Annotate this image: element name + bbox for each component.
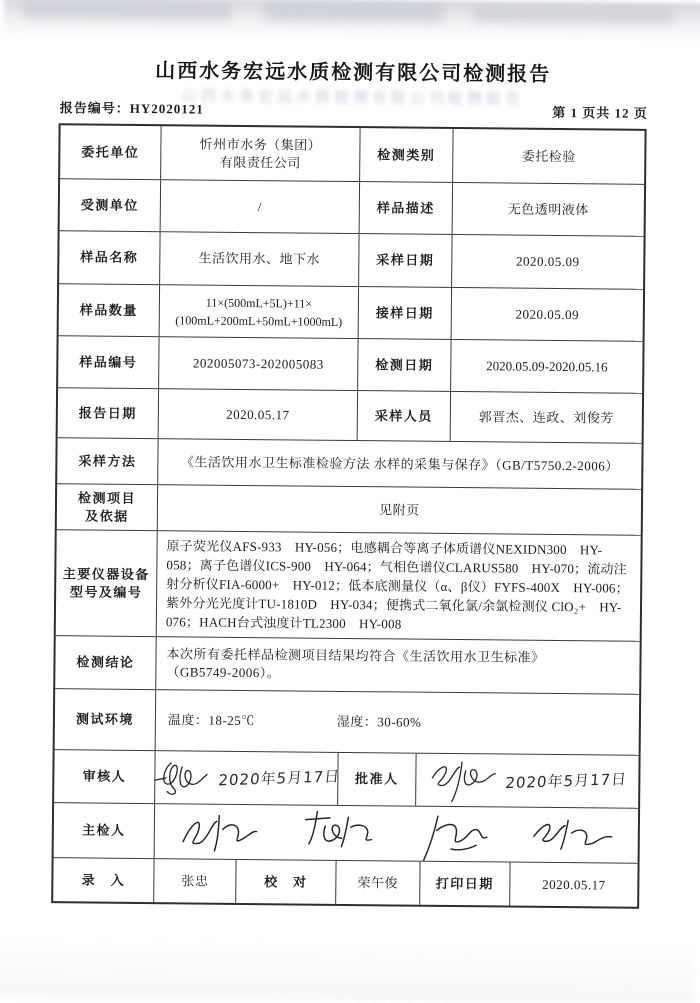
instruments-label: 主要仪器设备 型号及编号 [62,565,150,600]
approver-signature-scribble [427,757,501,804]
sample-description-label: 样品描述 [359,182,452,234]
chief-inspector-label: 主检人 [82,822,126,838]
instruments-value: 原子荧光仪AFS-933 HY-056；电感耦合等离子体质谱仪NEXIDN300 HY-058；离子色谱仪ICS-900 HY-064；气相色谱仪CLARUS580 HY-070；流动注射分析仪FIA-6000+ HY-012；低本底测量仪（α、β仪）FYFS-400X HY-006；紫外分光光度计TU-1810D HY-034；便携式二氧化氯/余氯检测仪 ClO₂+ HY-076；HACH台式浊度计TL2300 HY-008 [156,531,641,641]
table-row [56,529,641,641]
sample-number-label: 样品编号 [79,353,138,370]
sampling-date-label: 采样日期 [358,234,451,287]
client-label: 委托单位 [81,143,140,160]
sampling-method-value: 《生活饮用水卫生标准检验方法 水样的采集与保存》（GB/T5750.2-2006） [157,439,641,489]
chief-signature-scribble [300,805,380,852]
humidity-value: 湿度：30-60% [336,713,422,730]
approver-signature-cell [415,754,638,808]
reviewer-signature-scribble [152,755,214,800]
table-row [53,857,637,907]
chief-signature-scribble [529,810,617,857]
tested-unit-label: 受测单位 [80,196,139,213]
table-row [54,802,639,863]
table-row [55,688,640,755]
approver-label: 批准人 [337,753,415,806]
temperature-value: 温度：18-25℃ [167,712,255,729]
reviewer-label: 审核人 [82,768,127,784]
report-number: 报告编号：HY2020121 [59,100,204,117]
chief-signature-scribble [416,809,492,864]
test-items-value: 见附页 [157,485,641,535]
print-date-value: 2020.05.17 [509,863,637,907]
table-row [59,283,643,341]
table-row [60,125,644,184]
table-row [58,387,642,443]
table-row [57,483,641,535]
report-info-table [51,123,646,909]
chief-signature-scribble [176,806,263,857]
entry-label: 录 入 [81,871,126,888]
report-date-label: 报告日期 [78,404,137,421]
test-environment-label: 测试环境 [75,711,134,727]
table-row [55,635,639,694]
table-row [59,230,643,289]
sample-quantity-label: 样品数量 [79,301,138,318]
conclusion-label: 检测结论 [76,654,135,670]
reviewer-signature-cell [154,751,342,805]
test-category-label: 检测类别 [359,128,453,182]
sample-number-value: 202005073-202005083 [158,337,357,390]
approver-date-handwritten: 2020年5月17日 [504,769,629,793]
table-row [60,178,644,236]
page-indicator: 第 1 页共 12 页 [552,104,648,121]
sample-description-value: 无色透明液体 [452,183,644,236]
bleedthrough-blob [264,3,444,23]
chief-inspector-signatures [154,804,638,863]
test-date-value: 2020.05.09-2020.05.16 [450,340,642,393]
test-category-value: 委托检验 [452,129,644,184]
table-row [54,749,638,808]
conclusion-value: 本次所有委托样品检测项目结果均符合《生活饮用水卫生标准》 （GB5749-2006）。 [155,637,639,694]
page-title: 山西水务宏远水质检测有限公司检测报告 [155,60,552,86]
test-environment-value [155,690,640,755]
sample-name-label: 样品名称 [80,249,139,265]
table-row [58,335,642,393]
bleedthrough-title: 山西水务宏远水质检测有限公司检测报告 [181,87,524,108]
report-date-value: 2020.05.17 [158,389,357,440]
receiving-date-label: 接样日期 [358,287,451,339]
receiving-date-value: 2020.05.09 [451,288,643,341]
sample-quantity-value: 11×(500mL+5L)+11× (100mL+200mL+50mL+1000mL) [159,285,358,338]
test-date-label: 检测日期 [357,339,450,391]
entry-name: 张忠 [153,859,235,903]
sampling-personnel-label: 采样人员 [357,391,450,441]
table-row [57,437,641,489]
test-items-label: 检测项目 及依据 [77,489,137,524]
tested-unit-value: / [160,180,359,233]
sample-name-value: 生活饮用水、地下水 [159,232,358,286]
sampling-method-label: 采样方法 [78,452,137,469]
bleedthrough-blob [22,3,232,21]
sampling-personnel-value: 郭晋杰、连政、刘俊芳 [450,392,642,443]
sampling-date-value: 2020.05.09 [451,235,643,289]
client-value: 忻州市水务（集团） 有限责任公司 [160,126,359,181]
reviewer-date-handwritten: 2020年5月17日 [217,767,342,790]
bleedthrough-bottom-haze [0,937,695,1003]
print-date-label: 打印日期 [419,862,509,906]
proofread-label: 校 对 [235,860,335,904]
bleedthrough-blob [474,7,674,24]
proofread-name: 荣午俊 [335,861,419,905]
